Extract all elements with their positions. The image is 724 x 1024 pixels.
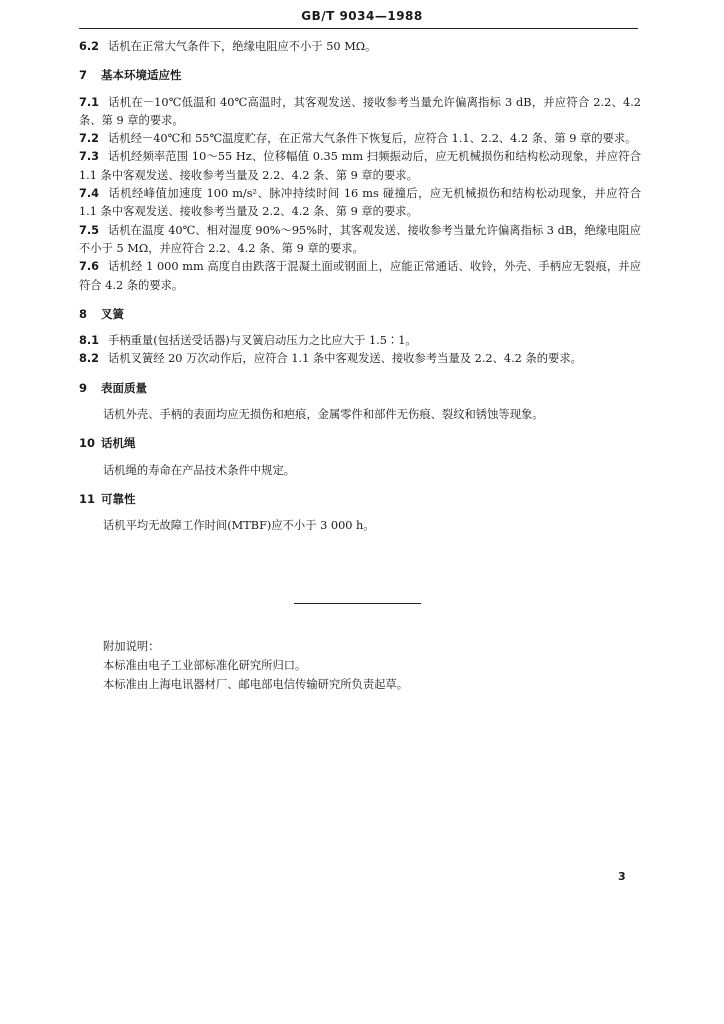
notes-line: 本标准由上海电讯器材厂、邮电部电信传输研究所负责起草。 (103, 678, 409, 691)
clause-7-3 (79, 148, 641, 185)
section-9-text: 话机外壳、手柄的表面均应无损伤和疤痕，金属零件和部件无伤痕、裂纹和锈蚀等现象。 (103, 408, 544, 422)
clause-7-2 (79, 130, 641, 148)
section-10-text: 话机绳的寿命在产品技术条件中规定。 (103, 463, 296, 477)
clause-text: 话机经 1 000 mm 高度自由跌落于混凝土面或钢面上，应能正常通话、收铃，外壳、手柄应无裂痕，并应符合 4.2 条的要求。 (79, 260, 641, 292)
clause-text: 话机经峰值加速度 100 m/s²、脉冲持续时间 16 ms 碰撞后，应无机械损伤和结构松动现象，并应符合 1.1 条中客观发送、接收参考当量及 2.2、4.2 条、第 9 章的要求。 (79, 187, 641, 219)
clause-number: 7.6 (79, 260, 100, 274)
header-divider (79, 28, 638, 29)
clause-7-4 (79, 185, 641, 222)
section-title: 基本环境适应性 (101, 68, 182, 83)
clause-number: 7.4 (79, 187, 100, 201)
clause-text: 话机在温度 40℃、相对湿度 90%～95%时，其客观发送、接收参考当量允许偏离指标 3 dB，绝缘电阻应不小于 5 MΩ，并应符合 2.2、4.2 条、第 9 章的要求。 (79, 223, 641, 255)
standard-code-header: GB/T 9034—1988 (301, 9, 423, 23)
clause-text: 手柄重量(包括送受话器)与叉簧启动压力之比应大于 1.5∶1。 (108, 334, 417, 348)
page-number: 3 (618, 870, 626, 883)
clause-text: 话机在－10℃低温和 40℃高温时，其客观发送、接收参考当量允许偏离指标 3 dB，并应符合 2.2、4.2 条、第 9 章的要求。 (79, 95, 641, 127)
section-number: 11 (79, 491, 96, 506)
additional-notes (103, 637, 633, 694)
clause-number: 7.1 (79, 95, 100, 109)
section-title: 叉簧 (101, 306, 124, 321)
clause-text: 话机叉簧经 20 万次动作后，应符合 1.1 条中客观发送、接收参考当量及 2.2、4.2 条的要求。 (108, 352, 582, 366)
notes-label: 附加说明： (103, 640, 160, 653)
section-number: 8 (79, 306, 88, 321)
clause-number: 7.3 (79, 150, 100, 164)
clause-7-1 (79, 94, 641, 131)
clause-text: 话机在正常大气条件下，绝缘电阻应不小于 50 MΩ。 (108, 40, 377, 53)
section-8-heading (79, 305, 641, 323)
section-10-heading (79, 434, 641, 452)
clause-text: 话机经频率范围 10～55 Hz、位移幅值 0.35 mm 扫频振动后，应无机械损伤和结构松动现象，并应符合 1.1 条中客观发送、接收参考当量及 2.2、4.2 条、第 9 章的要求。 (79, 150, 641, 182)
clause-6-2 (79, 38, 641, 56)
section-number: 10 (79, 436, 96, 451)
section-9-heading (79, 379, 641, 397)
clause-7-6 (79, 258, 641, 295)
clause-8-1 (79, 332, 641, 350)
section-11-heading (79, 490, 641, 508)
document-body (79, 38, 641, 536)
notes-line: 本标准由电子工业部标准化研究所归口。 (103, 659, 307, 672)
section-number: 7 (79, 68, 88, 83)
clause-8-2 (79, 350, 641, 368)
section-number: 9 (79, 380, 88, 395)
clause-7-5 (79, 222, 641, 259)
clause-number: 8.1 (79, 334, 100, 348)
clause-number: 6.2 (79, 40, 100, 53)
section-title: 话机绳 (101, 436, 136, 451)
section-7-heading (79, 66, 641, 84)
section-11-text: 话机平均无故障工作时间(MTBF)应不小于 3 000 h。 (103, 519, 375, 533)
clause-text: 话机经－40℃和 55℃温度贮存，在正常大气条件下恢复后，应符合 1.1、2.2、4.2 条、第 9 章的要求。 (108, 132, 637, 146)
clause-number: 8.2 (79, 352, 100, 366)
section-title: 可靠性 (101, 491, 136, 506)
clause-number: 7.2 (79, 132, 100, 146)
clause-number: 7.5 (79, 223, 100, 237)
end-of-text-divider (294, 603, 421, 604)
section-title: 表面质量 (101, 380, 147, 395)
